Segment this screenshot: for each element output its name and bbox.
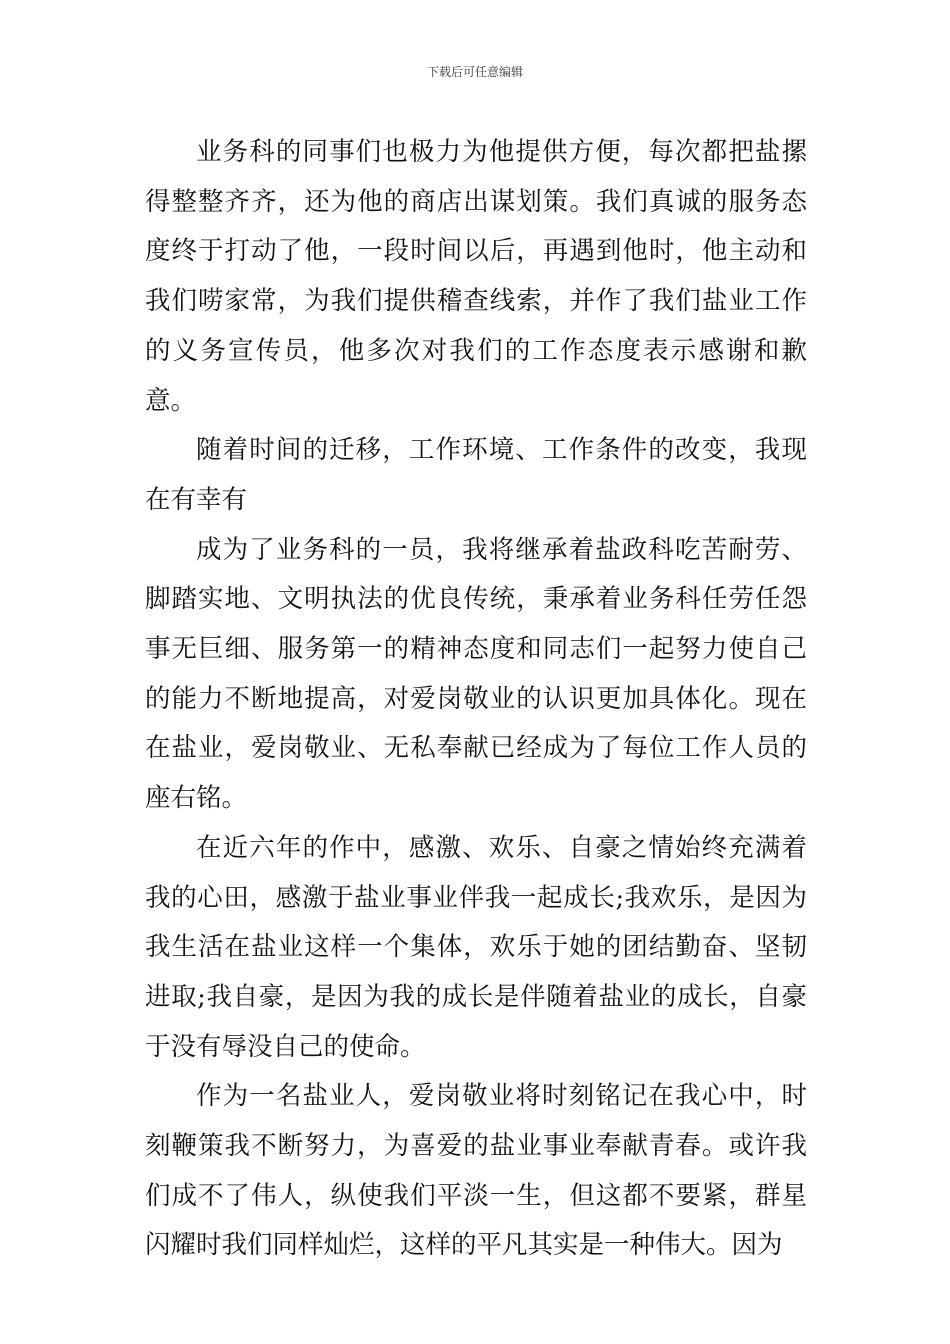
- document-body: [145, 128, 807, 1271]
- page-header: 下载后可任意编辑: [426, 65, 523, 79]
- paragraph: 随着时间的迁移，工作环境、工作条件的改变，我现在有幸有: [145, 435, 807, 515]
- paragraph: 业务科的同事们也极力为他提供方便，每次都把盐摞得整整齐齐，还为他的商店出谋划策。我们真诚的服务态度终于打动了他，一段时间以后，再遇到他时，他主动和我们唠家常，为我们提供稽查线索，并作了我们盐业工作的义务宣传员，他多次对我们的工作态度表示感谢和歉意。: [145, 137, 807, 416]
- paragraph: 作为一名盐业人，爱岗敬业将时刻铭记在我心中，时刻鞭策我不断努力，为喜爱的盐业事业奉献青春。或许我们成不了伟人，纵使我们平淡一生，但这都不要紧，群星闪耀时我们同样灿烂，这样的平凡其实是一种伟大。因为: [145, 1081, 807, 1261]
- paragraph: 成为了业务科的一员，我将继承着盐政科吃苦耐劳、脚踏实地、文明执法的优良传统，秉承着业务科任劳任怨事无巨细、服务第一的精神态度和同志们一起努力使自己的能力不断地提高，对爱岗敬业的认识更加具体化。现在在盐业，爱岗敬业、无私奉献已经成为了每位工作人员的座右铭。: [145, 534, 807, 814]
- paragraph: 在近六年的作中，感激、欢乐、自豪之情始终充满着我的心田，感激于盐业事业伴我一起成长;我欢乐，是因为我生活在盐业这样一个集体，欢乐于她的团结勤奋、坚韧进取;我自豪，是因为我的成长是伴随着盐业的成长，自豪于没有辱没自己的使命。: [145, 832, 807, 1062]
